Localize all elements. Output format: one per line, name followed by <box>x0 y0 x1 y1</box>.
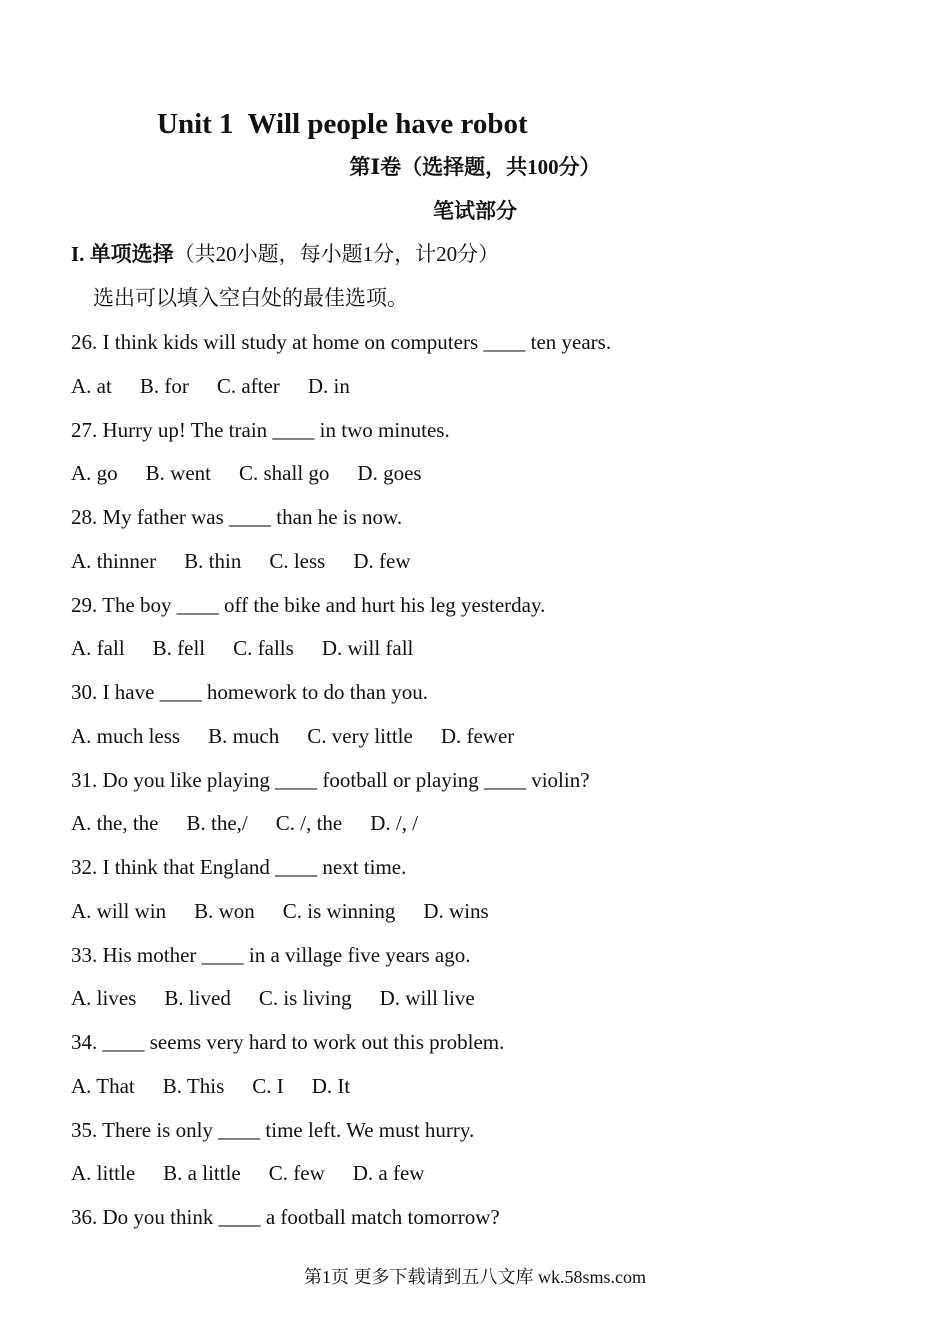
question-stem: 33. His mother ____ in a village five years ago. <box>71 942 471 967</box>
question-stem: 34. ____ seems very hard to work out this problem. <box>71 1030 505 1054</box>
question-options <box>71 1158 891 1202</box>
question-stem: 36. Do you think ____ a football match tomorrow? <box>71 1205 500 1229</box>
option: A. go <box>71 461 118 486</box>
page-title: Unit 1 Will people have robot <box>157 108 528 140</box>
question-options <box>71 721 891 765</box>
option: B. This <box>162 1073 225 1098</box>
option: A. the, the <box>71 811 159 836</box>
option: C. after <box>216 373 280 398</box>
option: B. went <box>145 461 211 486</box>
option: B. lived <box>164 986 231 1011</box>
option: D. It <box>311 1073 351 1098</box>
question-options <box>71 808 891 852</box>
option: A. thinner <box>71 548 157 573</box>
question-stem: 27. Hurry up! The train ____ in two minutes. <box>71 417 450 442</box>
option: B. for <box>139 373 189 398</box>
option: C. few <box>268 1161 325 1186</box>
option: A. That <box>71 1073 135 1098</box>
option: D. few <box>353 548 411 573</box>
option: B. fell <box>152 636 206 661</box>
option: D. in <box>307 373 350 398</box>
question-options <box>71 546 891 590</box>
option: B. much <box>208 723 280 748</box>
section-note: （共20小题，每小题1分，计20分） <box>173 242 500 266</box>
option: C. I <box>252 1073 284 1098</box>
written-section-heading: 笔试部分 <box>433 199 517 223</box>
section-instruction: 选出可以填入空白处的最佳选项。 <box>93 286 408 310</box>
option: A. much less <box>71 723 181 748</box>
section-number: I. <box>71 242 90 266</box>
option: D. fewer <box>440 723 515 748</box>
question-options <box>71 458 891 502</box>
option: D. wins <box>423 898 489 923</box>
question-stem: 26. I think kids will study at home on computers ____ ten years. <box>71 330 612 354</box>
option: C. less <box>269 548 326 573</box>
option: D. /, / <box>370 811 419 836</box>
question-stem: 29. The boy ____ off the bike and hurt his leg yesterday. <box>71 592 546 617</box>
option: B. won <box>194 898 255 923</box>
option: D. will live <box>379 986 475 1011</box>
question-options <box>71 896 891 940</box>
option: C. shall go <box>239 461 330 486</box>
option: B. thin <box>184 548 242 573</box>
question-stem: 35. There is only ____ time left. We must hurry. <box>71 1117 475 1142</box>
question-stem: 28. My father was ____ than he is now. <box>71 505 403 529</box>
option: C. very little <box>307 723 413 748</box>
question-options <box>71 983 891 1027</box>
option: D. will fall <box>321 636 414 661</box>
option: C. is living <box>258 986 352 1011</box>
section-name: 单项选择 <box>89 242 174 266</box>
option: C. is winning <box>282 898 396 923</box>
option: D. goes <box>357 461 422 486</box>
option: C. /, the <box>275 811 343 836</box>
question-options <box>71 1071 891 1115</box>
option: A. little <box>71 1161 136 1186</box>
section-heading <box>71 239 499 269</box>
question-stem: 32. I think that England ____ next time. <box>71 855 407 879</box>
option: D. a few <box>352 1161 425 1186</box>
option: A. at <box>71 373 112 398</box>
question-options <box>71 633 891 677</box>
question-list <box>71 327 891 1246</box>
question-stem: 30. I have ____ homework to do than you. <box>71 680 428 704</box>
option: A. will win <box>71 898 167 923</box>
option: C. falls <box>233 636 294 661</box>
question-stem: 31. Do you like playing ____ football or playing ____ violin? <box>71 767 590 792</box>
option: B. a little <box>163 1161 241 1186</box>
option: A. fall <box>71 636 125 661</box>
page-footer: 第1页 更多下载请到五八文库 wk.58sms.com <box>304 1267 646 1287</box>
exam-part-heading: 第Ⅰ卷（选择题，共100分） <box>349 155 601 179</box>
option: A. lives <box>71 986 137 1011</box>
question-options <box>71 371 891 415</box>
option: B. the,/ <box>186 811 248 836</box>
